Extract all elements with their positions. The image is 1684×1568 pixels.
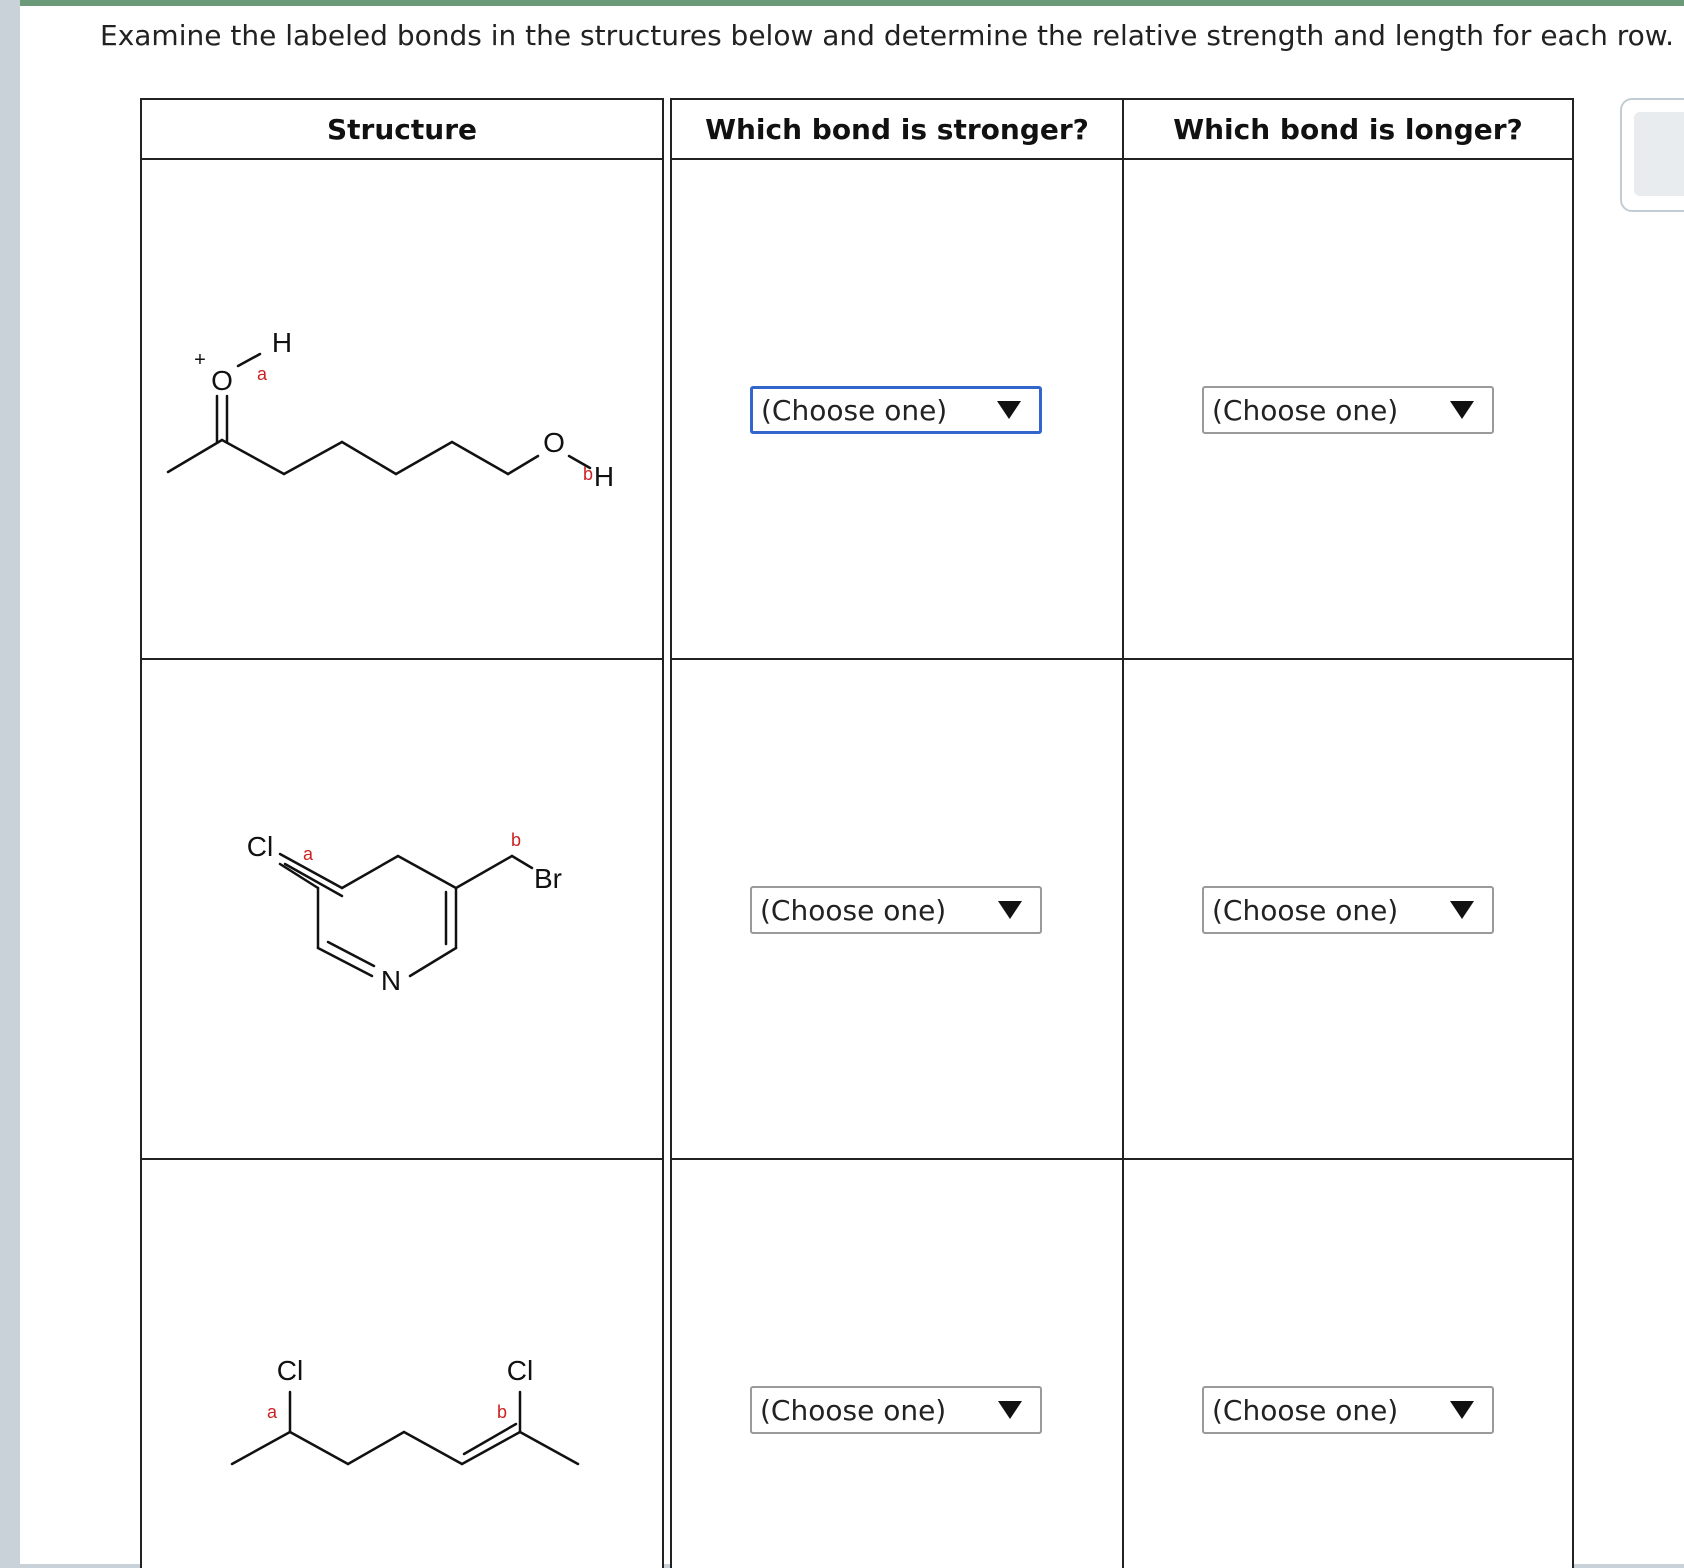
instructions-text: Examine the labeled bonds in the structures below and determine the relative strength and length for each row. (100, 19, 1675, 52)
structure-cell-row-1 (140, 158, 664, 660)
longer-cell-row-3 (1122, 1158, 1574, 1568)
longer-cell-row-2 (1122, 658, 1574, 1160)
longer-select-row-2-value: (Choose one) (1212, 893, 1399, 927)
header-stronger-label: Which bond is stronger? (705, 112, 1089, 146)
chevron-down-icon (979, 399, 1039, 421)
atom-h-top: H (271, 327, 293, 358)
top-accent-bar (20, 0, 1684, 6)
stronger-select-row-1-value: (Choose one) (761, 393, 948, 427)
header-structure (140, 98, 664, 160)
stronger-select-row-1[interactable] (750, 386, 1042, 434)
bond-label-b: b (510, 830, 522, 850)
longer-select-row-3[interactable] (1202, 1386, 1494, 1434)
stronger-cell-row-1 (670, 158, 1124, 660)
stronger-cell-row-2 (670, 658, 1124, 1160)
stronger-select-row-2-value: (Choose one) (760, 893, 947, 927)
side-panel-tab-inner (1634, 112, 1684, 196)
atom-cl-right: Cl (506, 1355, 534, 1386)
bond-label-a: a (302, 844, 314, 864)
header-longer (1122, 98, 1574, 160)
atom-o-carbonyl: O (211, 365, 233, 396)
stronger-select-row-3-value: (Choose one) (760, 1393, 947, 1427)
chevron-down-icon (1432, 899, 1492, 921)
chevron-down-icon (980, 899, 1040, 921)
bond-label-a: a (256, 364, 268, 384)
stronger-select-row-2[interactable] (750, 886, 1042, 934)
atom-h-right: H (593, 461, 615, 492)
structure-diagram-row-3 (142, 1160, 662, 1568)
structure-cell-row-2 (140, 658, 664, 1160)
stronger-cell-row-3 (670, 1158, 1124, 1568)
longer-select-row-3-value: (Choose one) (1212, 1393, 1399, 1427)
atom-cl: Cl (246, 831, 274, 862)
bond-label-a: a (266, 1402, 278, 1422)
stronger-select-row-3[interactable] (750, 1386, 1042, 1434)
left-rail (0, 0, 20, 1568)
atom-o-hydroxyl: O (543, 427, 565, 458)
bond-label-b: b (496, 1402, 508, 1422)
header-stronger (670, 98, 1124, 160)
chevron-down-icon (1432, 1399, 1492, 1421)
header-structure-label: Structure (326, 112, 477, 146)
structure-diagram-row-1 (142, 160, 662, 658)
longer-select-row-1[interactable] (1202, 386, 1494, 434)
longer-select-row-2[interactable] (1202, 886, 1494, 934)
side-panel-tab[interactable] (1620, 98, 1684, 212)
charge-plus: + (194, 349, 206, 371)
longer-select-row-1-value: (Choose one) (1212, 393, 1399, 427)
structure-diagram-row-2 (142, 660, 662, 1158)
bond-label-b: b (582, 464, 594, 484)
atom-n: N (380, 965, 402, 996)
atom-cl-left: Cl (276, 1355, 304, 1386)
structure-cell-row-3 (140, 1158, 664, 1568)
longer-cell-row-1 (1122, 158, 1574, 660)
chevron-down-icon (1432, 399, 1492, 421)
header-longer-label: Which bond is longer? (1173, 112, 1523, 146)
atom-br: Br (534, 863, 562, 894)
chevron-down-icon (980, 1399, 1040, 1421)
